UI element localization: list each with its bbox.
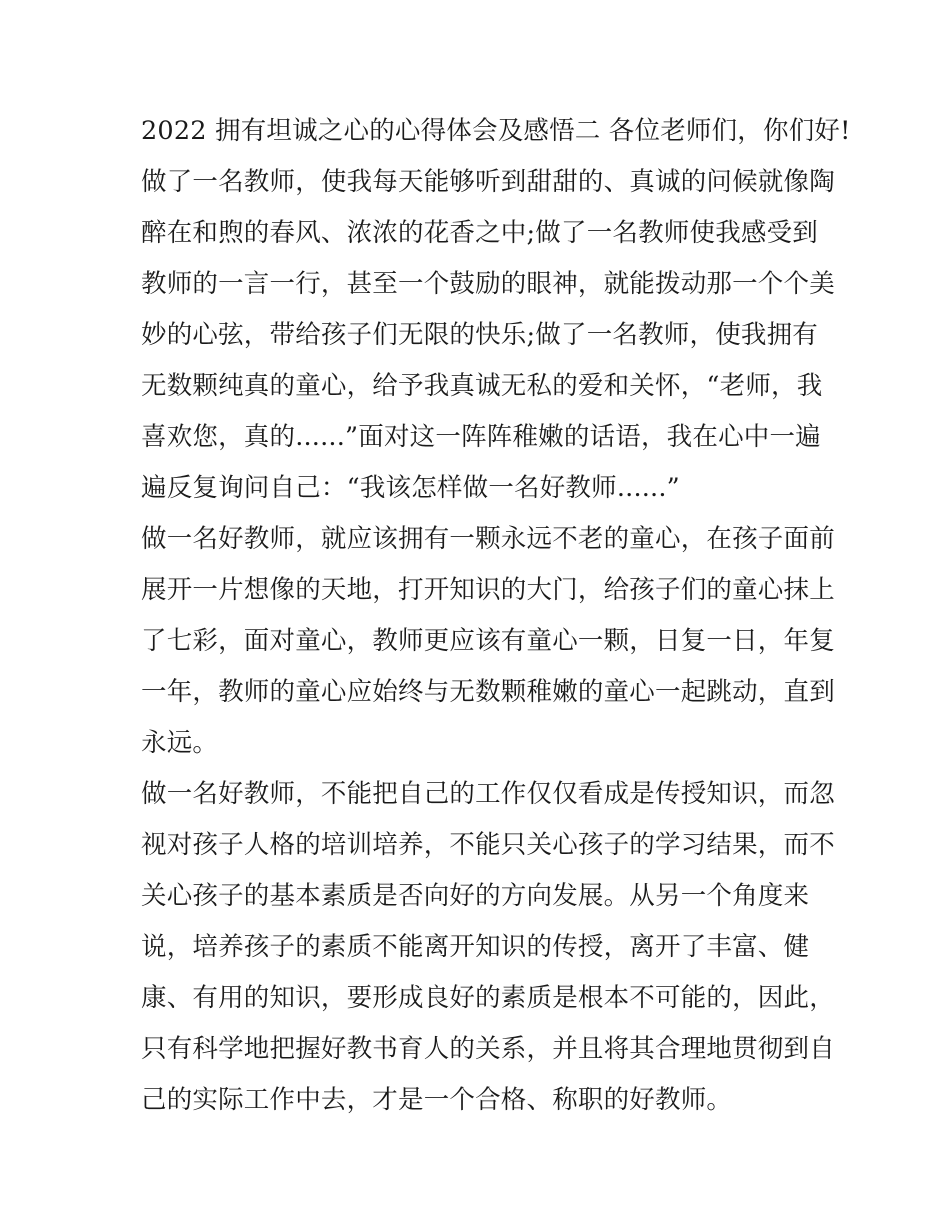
document-body: [141, 106, 851, 1126]
text-line: 展开一片想像的天地，打开知识的大门，给孩子们的童心抹上: [141, 575, 835, 605]
text-line: 了七彩，面对童心，教师更应该有童心一颗，日复一日，年复: [141, 626, 835, 656]
text-line: 醉在和煦的春风、浓浓的花香之中;做了一名教师使我感受到: [141, 218, 818, 248]
text-line: 永远。: [141, 728, 219, 758]
text-line: 说，培养孩子的素质不能离开知识的传授，离开了丰富、健: [141, 932, 810, 962]
text-line: 一年，教师的童心应始终与无数颗稚嫩的童心一起跳动，直到: [141, 677, 835, 707]
text-line: 做一名好教师，就应该拥有一颗永远不老的童心，在孩子面前: [141, 524, 835, 554]
text-line: 做一名好教师，不能把自己的工作仅仅看成是传授知识，而忽: [141, 779, 835, 809]
text-line: 康、有用的知识，要形成良好的素质是根本不可能的，因此，: [141, 983, 835, 1013]
text-line: 遍反复询问自己：“我该怎样做一名好教师......”: [141, 473, 680, 503]
text-line: 教师的一言一行，甚至一个鼓励的眼神，就能拨动那一个个美: [141, 269, 835, 299]
text-line: 只有科学地把握好教书育人的关系，并且将其合理地贯彻到自: [141, 1034, 835, 1064]
text-line: 视对孩子人格的培训培养，不能只关心孩子的学习结果，而不: [141, 830, 835, 860]
text-line: 关心孩子的基本素质是否向好的方向发展。从另一个角度来: [141, 881, 810, 911]
text-line: 妙的心弦，带给孩子们无限的快乐;做了一名教师，使我拥有: [141, 320, 818, 350]
text-line: 2022 拥有坦诚之心的心得体会及感悟二 各位老师们，你们好!: [141, 116, 851, 146]
text-line: 己的实际工作中去，才是一个合格、称职的好教师。: [141, 1085, 733, 1115]
text-line: 喜欢您，真的......”面对这一阵阵稚嫩的话语，我在心中一遍: [141, 422, 821, 452]
text-line: 无数颗纯真的童心，给予我真诚无私的爱和关怀，“老师，我: [141, 371, 823, 401]
text-line: 做了一名教师，使我每天能够听到甜甜的、真诚的问候就像陶: [141, 167, 835, 197]
